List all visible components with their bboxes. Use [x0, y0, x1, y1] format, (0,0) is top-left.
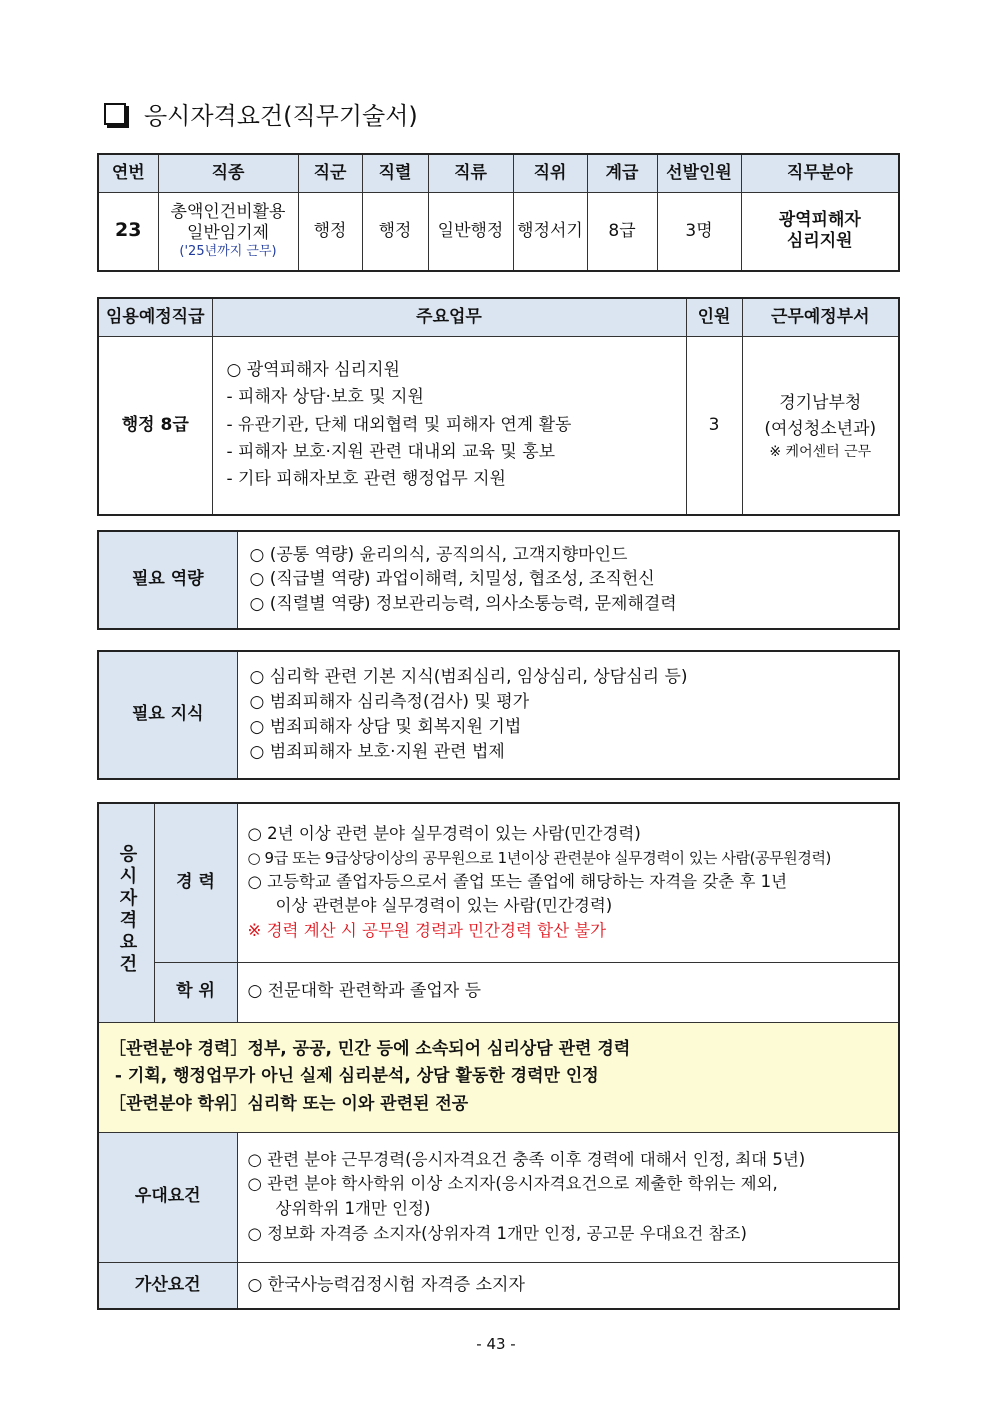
career-item-cont: 이상 관련분야 실무경력이 있는 사람(민간경력) — [275, 896, 613, 916]
related-note: ［관련분야 학위］심리학 또는 이와 관련된 전공 — [109, 1093, 469, 1114]
preference-item: ○ 관련 분야 근무경력(응시자격요건 충족 이후 경력에 대해서 인정, 최대 5년) — [247, 1149, 806, 1169]
career-item: ○ 고등학교 졸업자등으로서 졸업 또는 졸업에 해당하는 자격을 갖춘 후 1년 — [247, 871, 788, 891]
related-note: ［관련분야 경력］정부, 공공, 민간 등에 소속되어 심리상담 관련 경력 — [109, 1039, 631, 1060]
career-list — [237, 803, 899, 962]
degree-label: 학 위 — [154, 962, 237, 1022]
duty-list — [212, 336, 686, 515]
preference-list — [237, 1132, 899, 1262]
header-group: 직군 — [298, 154, 362, 192]
header-series: 직렬 — [362, 154, 428, 192]
cell-grade: 8급 — [587, 192, 657, 271]
competency-table — [97, 530, 900, 630]
dept-line2: (여성청소년과) — [764, 418, 877, 439]
preference-label: 우대요건 — [98, 1132, 237, 1262]
bonus-item: ○ 한국사능력검정시험 자격증 소지자 — [237, 1262, 899, 1309]
competency-list — [237, 531, 899, 629]
header-main-duty: 주요업무 — [212, 298, 686, 336]
knowledge-table — [97, 650, 900, 780]
career-warning: ※ 경력 계산 시 공무원 경력과 민간경력 합산 불가 — [247, 920, 607, 940]
cell-appoint-grade: 행정 8급 — [98, 336, 212, 515]
header-people: 인원 — [686, 298, 742, 336]
page-number: - 43 - — [476, 1335, 516, 1353]
cell-type-note: ('25년까지 근무) — [179, 244, 277, 260]
requirements-label-text: 응시자격요건 — [116, 843, 138, 976]
section-title-text: 응시자격요건(직무기술서) — [144, 102, 418, 130]
duty-item: - 기타 피해자보호 관련 행정업무 지원 — [226, 469, 506, 490]
cell-type — [158, 192, 298, 271]
cell-field — [741, 192, 899, 271]
cell-type-line2: 일반임기제 — [186, 223, 270, 244]
duty-item: ○ 광역피해자 심리지원 — [226, 360, 400, 381]
knowledge-item: ○ 심리학 관련 기본 지식(범죄심리, 임상심리, 상담심리 등) — [249, 666, 688, 687]
cell-series: 행정 — [362, 192, 428, 271]
competency-item: ○ (직급별 역량) 과업이해력, 치밀성, 협조성, 조직헌신 — [249, 569, 655, 590]
cell-no: 23 — [98, 192, 158, 271]
preference-item: ○ 정보화 자격증 소지자(상위자격 1개만 인정, 공고문 우대요건 참조) — [247, 1223, 747, 1243]
cell-field-line2: 심리지원 — [786, 231, 853, 252]
cell-people: 3 — [686, 336, 742, 515]
header-count: 선발인원 — [657, 154, 741, 192]
header-type: 직종 — [158, 154, 298, 192]
duty-item: - 피해자 보호·지원 관련 대내외 교육 및 홍보 — [226, 441, 556, 462]
section-title — [104, 96, 418, 131]
position-table — [97, 153, 900, 272]
duty-item: - 유관기관, 단체 대외협력 및 피해자 연계 활동 — [226, 414, 572, 435]
cell-class: 일반행정 — [428, 192, 513, 271]
preference-item: ○ 관련 분야 학사학위 이상 소지자(응시자격요건으로 제출한 학위는 제외, — [247, 1174, 778, 1194]
knowledge-list — [237, 651, 899, 779]
cell-dept — [742, 336, 899, 515]
dept-note: ※ 케어센터 근무 — [769, 443, 872, 460]
duty-item: - 피해자 상담·보호 및 지원 — [226, 387, 424, 408]
competency-item: ○ (공통 역량) 윤리의식, 공직의식, 고객지향마인드 — [249, 545, 628, 566]
dept-line1: 경기남부청 — [779, 393, 862, 414]
knowledge-item: ○ 범죄피해자 심리측정(검사) 및 평가 — [249, 691, 530, 712]
related-note: - 기획, 행정업무가 아닌 실제 심리분석, 상담 활동한 경력만 인정 — [109, 1066, 599, 1087]
competency-label: 필요 역량 — [98, 531, 237, 629]
career-item: ○ 2년 이상 관련 분야 실무경력이 있는 사람(민간경력) — [247, 824, 641, 844]
career-label: 경 력 — [154, 803, 237, 962]
checkbox-square-icon — [104, 103, 126, 125]
requirements-table — [97, 802, 900, 1310]
header-dept: 근무예정부서 — [742, 298, 899, 336]
duty-table — [97, 297, 900, 516]
requirements-label — [98, 803, 154, 1022]
knowledge-label: 필요 지식 — [98, 651, 237, 779]
header-position: 직위 — [513, 154, 587, 192]
competency-item: ○ (직렬별 역량) 정보관리능력, 의사소통능력, 문제해결력 — [249, 593, 677, 614]
knowledge-item: ○ 범죄피해자 상담 및 회복지원 기법 — [249, 717, 522, 737]
header-no: 연번 — [98, 154, 158, 192]
cell-field-line1: 광역피해자 — [778, 210, 861, 230]
cell-count: 3명 — [657, 192, 741, 271]
career-item: ○ 9급 또는 9급상당이상의 공무원으로 1년이상 관련분야 실무경력이 있는 사람(공무원경력) — [247, 848, 831, 867]
header-appoint-grade: 임용예정직급 — [98, 298, 212, 336]
header-grade: 계급 — [587, 154, 657, 192]
header-class: 직류 — [428, 154, 513, 192]
cell-type-line1: 총액인건비활용 — [170, 201, 286, 222]
knowledge-item: ○ 범죄피해자 보호·지원 관련 법제 — [249, 742, 505, 763]
degree-item: ○ 전문대학 관련학과 졸업자 등 — [237, 962, 899, 1022]
preference-item-cont: 상위학위 1개만 인정) — [275, 1199, 431, 1218]
header-field: 직무분야 — [741, 154, 899, 192]
cell-group: 행정 — [298, 192, 362, 271]
cell-position: 행정서기 — [513, 192, 587, 271]
related-field-notes — [98, 1022, 899, 1132]
bonus-label: 가산요건 — [98, 1262, 237, 1309]
